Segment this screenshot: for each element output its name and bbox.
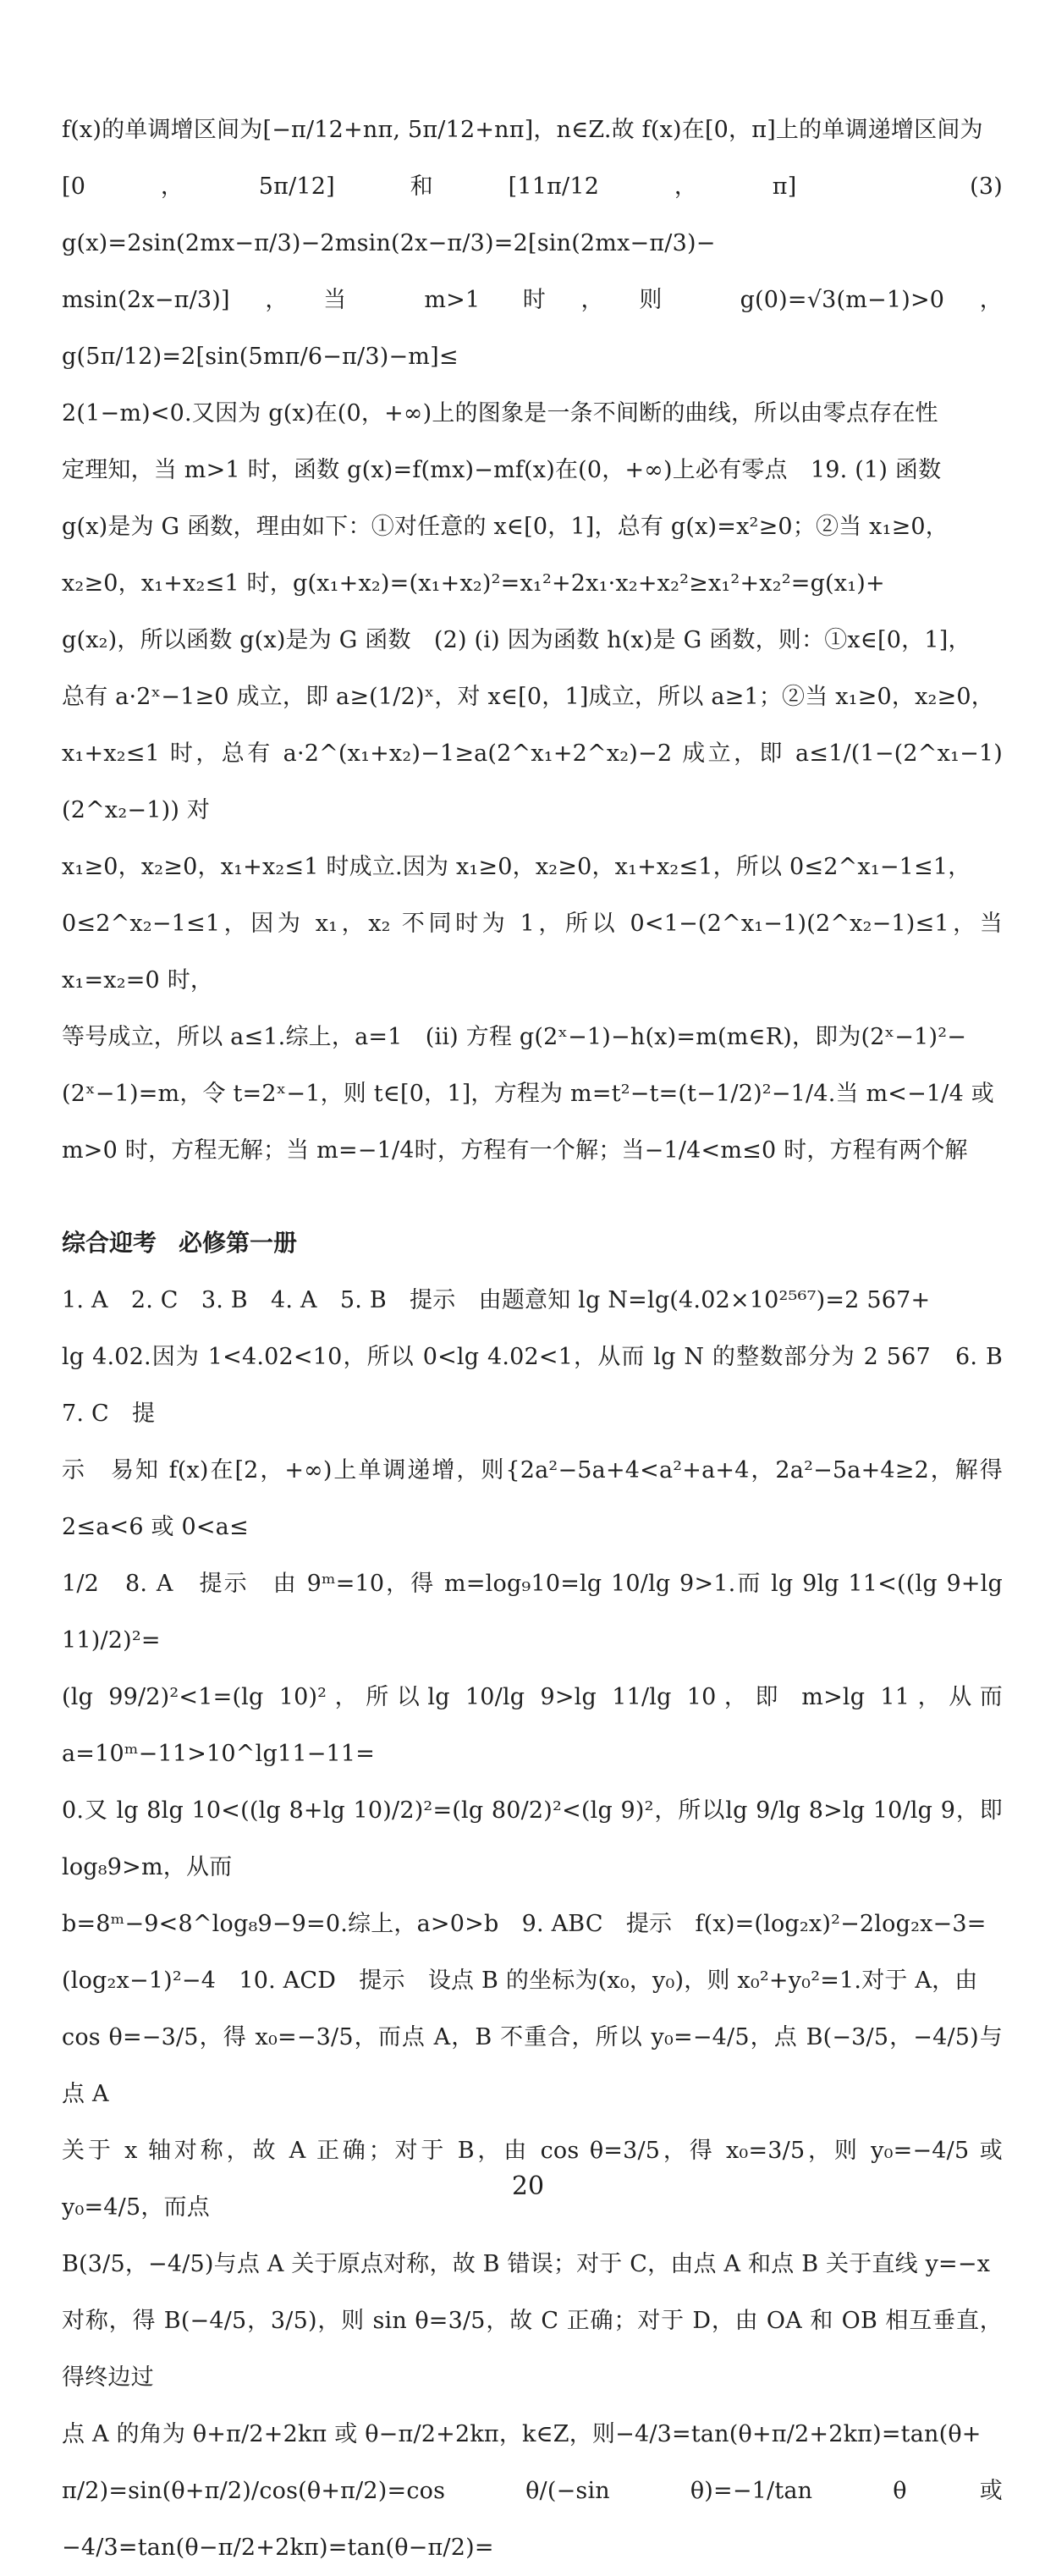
text-line: lg 4.02.因为 1<4.02<10，所以 0<lg 4.02<1，从而 lg N 的整数部分为 2 567 6. B 7. C 提	[62, 1344, 1026, 1427]
text-line: [0，5π/12]和[11π/12，π] (3) g(x)=2sin(2mx−π/3)−2msin(2x−π/3)=2[sin(2mx−π/3)−	[62, 173, 1003, 256]
text-line: 0.又 lg 8lg 10<((lg 8+lg 10)/2)²=(lg 80/2)²<(lg 9)²，所以lg 9/lg 8>lg 10/lg 9，即 log₈9>m，从而	[62, 1797, 1003, 1880]
text-line: 总有 a·2ˣ−1≥0 成立，即 a≥(1/2)ˣ，对 x∈[0，1]成立，所以 a≥1；②当 x₁≥0，x₂≥0，	[62, 684, 994, 710]
text-line: cos θ=−3/5，得 x₀=−3/5，而点 A，B 不重合，所以 y₀=−4/5，点 B(−3/5，−4/5)与点 A	[62, 2024, 1003, 2107]
section-subtitle: 必修第一册	[179, 1229, 298, 1257]
text-line: x₁≥0，x₂≥0，x₁+x₂≤1 时成立.因为 x₁≥0，x₂≥0，x₁+x₂≤1，所以 0≤2^x₁−1≤1，	[62, 854, 971, 880]
section-title: 综合迎考	[62, 1229, 157, 1257]
text-line: 示 易知 f(x)在[2，+∞)上单调递增，则{2a²−5a+4<a²+a+4，2a²−5a+4≥2，解得 2≤a<6 或 0<a≤	[62, 1457, 1003, 1540]
text-line: 点 A 的角为 θ+π/2+2kπ 或 θ−π/2+2kπ，k∈Z，则−4/3=tan(θ+π/2+2kπ)=tan(θ+	[62, 2421, 982, 2447]
text-line: 等号成立，所以 a≤1.综上，a=1 (ii) 方程 g(2ˣ−1)−h(x)=m(m∈R)，即为(2ˣ−1)²−	[62, 1024, 967, 1050]
text-line: (log₂x−1)²−4 10. ACD 提示 设点 B 的坐标为(x₀，y₀)，则 x₀²+y₀²=1.对于 A，由	[62, 1968, 978, 1994]
text-line: 0≤2^x₂−1≤1，因为 x₁，x₂ 不同时为 1，所以 0<1−(2^x₁−1)(2^x₂−1)≤1，当 x₁=x₂=0 时，	[62, 911, 1003, 994]
page-number: 20	[511, 2171, 545, 2201]
text-line: 1. A 2. C 3. B 4. A 5. B 提示 由题意知 lg N=lg(4.02×10²⁵⁶⁷)=2 567+	[62, 1287, 931, 1313]
section-heading	[62, 1219, 1003, 1267]
text-line: b=8ᵐ−9<8^log₈9−9=0.综上，a>0>b 9. ABC 提示 f(x)=(log₂x)²−2log₂x−3=	[62, 1911, 987, 1937]
text-line: msin(2x−π/3)]，当 m>1 时，则 g(0)=√3(m−1)>0，g(5π/12)=2[sin(5mπ/6−π/3)−m]≤	[62, 287, 1003, 370]
text-line: x₁+x₂≤1 时，总有 a·2^(x₁+x₂)−1≥a(2^x₁+2^x₂)−2 成立，即 a≤1/(1−(2^x₁−1)(2^x₂−1)) 对	[62, 740, 1003, 823]
text-line: 对称，得 B(−4/5，3/5)，则 sin θ=3/5，故 C 正确；对于 D，由 OA 和 OB 相互垂直，得终边过	[62, 2308, 1003, 2391]
solution-continuation	[62, 102, 1003, 1179]
answer-page	[62, 102, 1026, 2576]
text-line: g(x₂)，所以函数 g(x)是为 G 函数 (2) (i) 因为函数 h(x)是 G 函数，则：①x∈[0，1]，	[62, 627, 971, 653]
text-line: m>0 时，方程无解；当 m=−1/4时，方程有一个解；当−1/4<m≤0 时，方程有两个解	[62, 1137, 968, 1164]
text-line: B(3/5，−4/5)与点 A 关于原点对称，故 B 错误；对于 C，由点 A 和点 B 关于直线 y=−x	[62, 2251, 991, 2277]
text-line: f(x)的单调增区间为[−π/12+nπ, 5π/12+nπ]，n∈Z.故 f(x)在[0，π]上的单调递增区间为	[62, 117, 983, 143]
text-line: 定理知，当 m>1 时，函数 g(x)=f(mx)−mf(x)在(0，+∞)上必有零点 19. (1) 函数	[62, 457, 942, 483]
text-line: x₂≥0，x₁+x₂≤1 时，g(x₁+x₂)=(x₁+x₂)²=x₁²+2x₁·x₂+x₂²≥x₁²+x₂²=g(x₁)+	[62, 570, 885, 597]
text-line: 关于 x 轴对称，故 A 正确；对于 B，由 cos θ=3/5，得 x₀=3/5，则 y₀=−4/5 或 y₀=4/5，而点	[62, 2138, 1003, 2221]
comprehensive-answers	[62, 1272, 1026, 2576]
text-line: 2(1−m)<0.又因为 g(x)在(0，+∞)上的图象是一条不间断的曲线，所以由零点存在性	[62, 400, 938, 427]
text-line: (2ˣ−1)=m，令 t=2ˣ−1，则 t∈[0，1]，方程为 m=t²−t=(t−1/2)²−1/4.当 m<−1/4 或	[62, 1081, 994, 1107]
text-line: π/2)=sin(θ+π/2)/cos(θ+π/2)=cos θ/(−sin θ)=−1/tan θ或−4/3=tan(θ−π/2+2kπ)=tan(θ−π/2)=	[62, 2478, 1003, 2561]
text-line: g(x)是为 G 函数，理由如下：①对任意的 x∈[0，1]，总有 g(x)=x²≥0；②当 x₁≥0，	[62, 514, 949, 540]
text-line: (lg 99/2)²<1=(lg 10)²，所以lg 10/lg 9>lg 11/lg 10，即 m>lg 11，从而 a=10ᵐ−11>10^lg11−11=	[62, 1684, 1003, 1767]
text-line: 1/2 8. A 提示 由 9ᵐ=10，得 m=log₉10=lg 10/lg 9>1.而 lg 9lg 11<((lg 9+lg 11)/2)²=	[62, 1571, 1003, 1654]
